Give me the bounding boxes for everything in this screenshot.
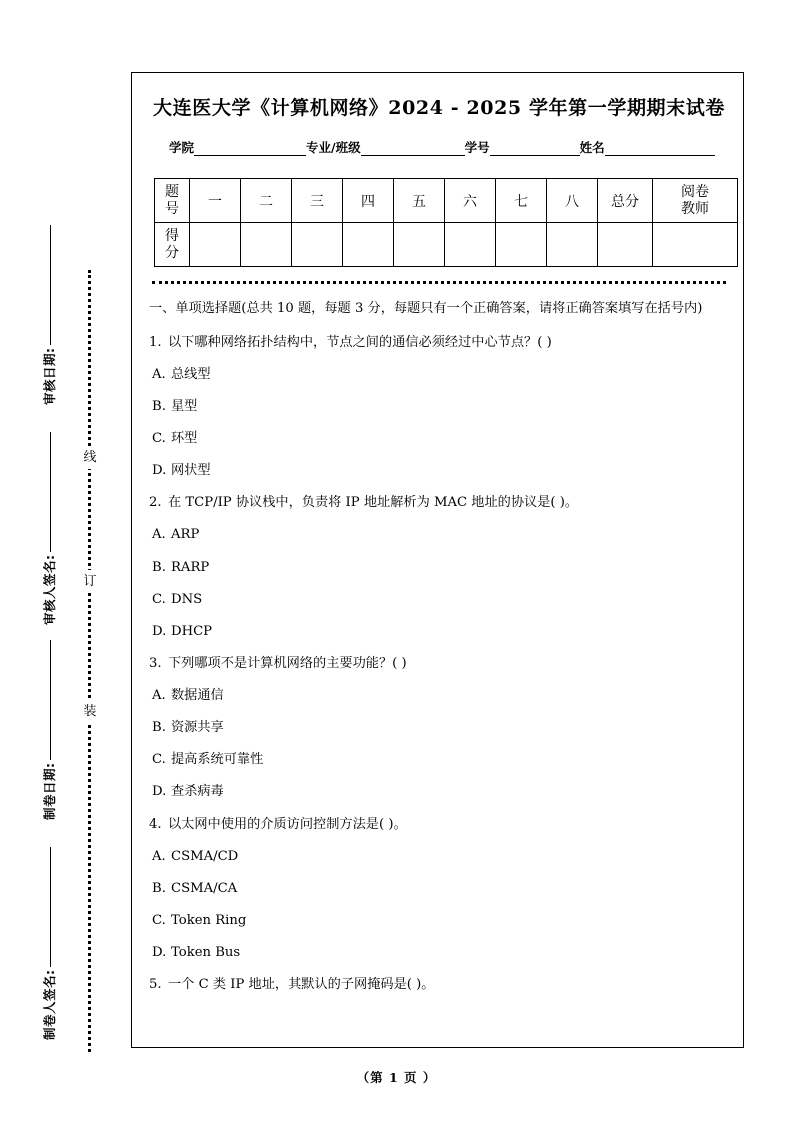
question-2-option-c-letter: C. bbox=[152, 591, 166, 607]
question-1-option-b-letter: B. bbox=[152, 398, 166, 414]
question-1-text: 以下哪种网络拓扑结构中，节点之间的通信必须经过中心节点？( ) bbox=[168, 334, 552, 350]
question-2-option-b-letter: B. bbox=[152, 559, 166, 575]
major-class-label: 专业/班级 bbox=[306, 140, 361, 155]
question-2-option-a-letter: A. bbox=[152, 527, 166, 543]
score-cell-3[interactable] bbox=[292, 223, 343, 267]
question-1-option-c-letter: C. bbox=[152, 431, 166, 447]
name-field[interactable] bbox=[580, 138, 715, 156]
question-2-option-b-text: RARP bbox=[171, 559, 210, 575]
row-header-question-number bbox=[155, 179, 190, 223]
question-1-option-b[interactable] bbox=[149, 396, 729, 417]
page-footer: （第 1 页 ） bbox=[356, 1070, 437, 1085]
maker-signature-label bbox=[40, 848, 58, 1041]
question-1-option-d-letter: D. bbox=[152, 463, 167, 479]
question-4-option-c-letter: C. bbox=[152, 912, 166, 928]
score-cell-6[interactable] bbox=[445, 223, 496, 267]
table-row-scores bbox=[155, 223, 738, 267]
question-1-option-a-letter: A. bbox=[152, 366, 166, 382]
col-header-2: 二 bbox=[241, 179, 292, 223]
dotted-separator bbox=[152, 281, 726, 284]
question-2 bbox=[149, 492, 729, 513]
question-4-option-c-text: Token Ring bbox=[171, 912, 247, 928]
row-header-question-number-c2: 号 bbox=[165, 200, 179, 217]
score-cell-total[interactable] bbox=[598, 223, 653, 267]
col-header-1: 一 bbox=[190, 179, 241, 223]
question-3-option-a-letter: A. bbox=[152, 688, 166, 704]
exam-paper-content bbox=[149, 85, 729, 995]
binding-margin bbox=[0, 0, 131, 1122]
college-label: 学院 bbox=[169, 140, 195, 155]
question-3 bbox=[149, 653, 729, 674]
student-id-label: 学号 bbox=[464, 140, 490, 155]
identity-fields-row bbox=[149, 138, 729, 156]
score-cell-1[interactable] bbox=[190, 223, 241, 267]
question-4-option-d-letter: D. bbox=[152, 945, 167, 961]
question-1-option-c[interactable] bbox=[149, 428, 729, 449]
major-class-field[interactable] bbox=[306, 138, 465, 156]
question-2-option-d-letter: D. bbox=[152, 623, 167, 639]
grader-label-line1: 阅卷 bbox=[681, 183, 709, 200]
question-5-text: 一个 C 类 IP 地址，其默认的子网掩码是( )。 bbox=[168, 977, 435, 993]
question-2-number: 2. bbox=[149, 495, 162, 511]
question-4-option-d-text: Token Bus bbox=[171, 945, 241, 961]
student-id-input-blank[interactable] bbox=[490, 142, 580, 156]
question-3-option-a-text: 数据通信 bbox=[171, 688, 224, 704]
question-1-option-d-text: 网状型 bbox=[171, 463, 211, 479]
question-2-option-c[interactable] bbox=[149, 589, 729, 610]
score-cell-8[interactable] bbox=[547, 223, 598, 267]
row-header-score bbox=[155, 223, 190, 267]
question-4-number: 4. bbox=[149, 816, 162, 832]
question-4-option-c[interactable] bbox=[149, 910, 729, 931]
score-cell-4[interactable] bbox=[343, 223, 394, 267]
maker-date-label bbox=[40, 641, 58, 821]
question-4-option-b-text: CSMA/CA bbox=[171, 880, 238, 896]
binding-char-ding: 订 bbox=[80, 570, 100, 593]
col-header-3: 三 bbox=[292, 179, 343, 223]
question-3-option-d[interactable] bbox=[149, 781, 729, 802]
question-2-text: 在 TCP/IP 协议栈中，负责将 IP 地址解析为 MAC 地址的协议是( )。 bbox=[168, 495, 579, 511]
name-input-blank[interactable] bbox=[605, 142, 715, 156]
question-4-option-b[interactable] bbox=[149, 878, 729, 899]
col-header-total: 总分 bbox=[598, 179, 653, 223]
major-class-input-blank[interactable] bbox=[361, 142, 465, 156]
col-header-5: 五 bbox=[394, 179, 445, 223]
score-cell-2[interactable] bbox=[241, 223, 292, 267]
student-id-field[interactable] bbox=[465, 138, 580, 156]
question-3-option-b-letter: B. bbox=[152, 720, 166, 736]
score-table bbox=[154, 178, 738, 267]
question-3-option-b-text: 资源共享 bbox=[171, 720, 224, 736]
score-table-wrapper bbox=[149, 178, 729, 267]
maker-signature-text: 制卷人签名: bbox=[42, 969, 57, 1040]
question-2-option-d[interactable] bbox=[149, 621, 729, 642]
binding-char-xian: 线 bbox=[80, 446, 100, 469]
review-date-rule bbox=[49, 226, 51, 346]
college-input-blank[interactable] bbox=[194, 142, 306, 156]
question-1-option-b-text: 星型 bbox=[171, 398, 198, 414]
question-1-option-a[interactable] bbox=[149, 364, 729, 385]
section-heading-1: 一、单项选择题(总共 10 题，每题 3 分，每题只有一个正确答案，请将正确答案填写在括号内) bbox=[149, 301, 703, 316]
col-header-grader bbox=[653, 179, 738, 223]
question-3-option-c[interactable] bbox=[149, 749, 729, 770]
question-4 bbox=[149, 814, 729, 835]
question-2-option-d-text: DHCP bbox=[171, 623, 213, 639]
question-3-option-b[interactable] bbox=[149, 717, 729, 738]
question-2-option-a[interactable] bbox=[149, 524, 729, 545]
question-2-option-b[interactable] bbox=[149, 557, 729, 578]
question-5-number: 5. bbox=[149, 977, 162, 993]
name-label: 姓名 bbox=[579, 140, 605, 155]
question-3-text: 下列哪项不是计算机网络的主要功能？( ) bbox=[168, 655, 407, 671]
review-date-label bbox=[40, 226, 58, 406]
question-area bbox=[149, 298, 729, 995]
binding-dotted-line bbox=[88, 270, 91, 1052]
reviewer-signature-label bbox=[40, 433, 58, 626]
reviewer-signature-rule bbox=[49, 433, 51, 553]
question-3-option-c-letter: C. bbox=[152, 752, 166, 768]
question-3-option-a[interactable] bbox=[149, 685, 729, 706]
question-4-option-a[interactable] bbox=[149, 846, 729, 867]
question-3-number: 3. bbox=[149, 655, 162, 671]
college-field[interactable] bbox=[169, 138, 306, 156]
question-1-option-a-text: 总线型 bbox=[171, 366, 211, 382]
row-header-score-c2: 分 bbox=[165, 244, 179, 261]
page-title: 大连医大学《计算机网络》2024 - 2025 学年第一学期期末试卷 bbox=[153, 97, 725, 119]
question-2-option-a-text: ARP bbox=[171, 527, 200, 543]
score-cell-grader[interactable] bbox=[653, 223, 738, 267]
score-cell-5[interactable] bbox=[394, 223, 445, 267]
question-1 bbox=[149, 332, 729, 353]
reviewer-signature-text: 审核人签名: bbox=[42, 554, 57, 625]
col-header-4: 四 bbox=[343, 179, 394, 223]
exam-paper-box bbox=[131, 72, 744, 1048]
question-4-option-d[interactable] bbox=[149, 942, 729, 963]
row-header-score-c1: 得 bbox=[165, 227, 179, 244]
question-1-option-d[interactable] bbox=[149, 460, 729, 481]
maker-date-rule bbox=[49, 641, 51, 761]
question-4-option-b-letter: B. bbox=[152, 880, 166, 896]
question-4-text: 以太网中使用的介质访问控制方法是( )。 bbox=[168, 816, 407, 832]
question-1-option-c-text: 环型 bbox=[171, 431, 198, 447]
question-4-option-a-text: CSMA/CD bbox=[171, 848, 239, 864]
question-3-option-c-text: 提高系统可靠性 bbox=[171, 752, 264, 768]
question-4-option-a-letter: A. bbox=[152, 848, 166, 864]
row-header-question-number-c1: 题 bbox=[165, 183, 179, 200]
col-header-8: 八 bbox=[547, 179, 598, 223]
question-2-option-c-text: DNS bbox=[171, 591, 203, 607]
maker-signature-rule bbox=[49, 848, 51, 968]
col-header-6: 六 bbox=[445, 179, 496, 223]
question-3-option-d-letter: D. bbox=[152, 784, 167, 800]
question-5 bbox=[149, 974, 729, 995]
question-1-number: 1. bbox=[149, 334, 162, 350]
table-row-question-numbers bbox=[155, 179, 738, 223]
grader-label-line2: 教师 bbox=[681, 200, 709, 217]
col-header-7: 七 bbox=[496, 179, 547, 223]
score-cell-7[interactable] bbox=[496, 223, 547, 267]
review-date-text: 审核日期: bbox=[42, 347, 57, 405]
maker-date-text: 制卷日期: bbox=[42, 762, 57, 820]
binding-char-zhuang: 装 bbox=[80, 700, 100, 723]
question-3-option-d-text: 查杀病毒 bbox=[171, 784, 224, 800]
